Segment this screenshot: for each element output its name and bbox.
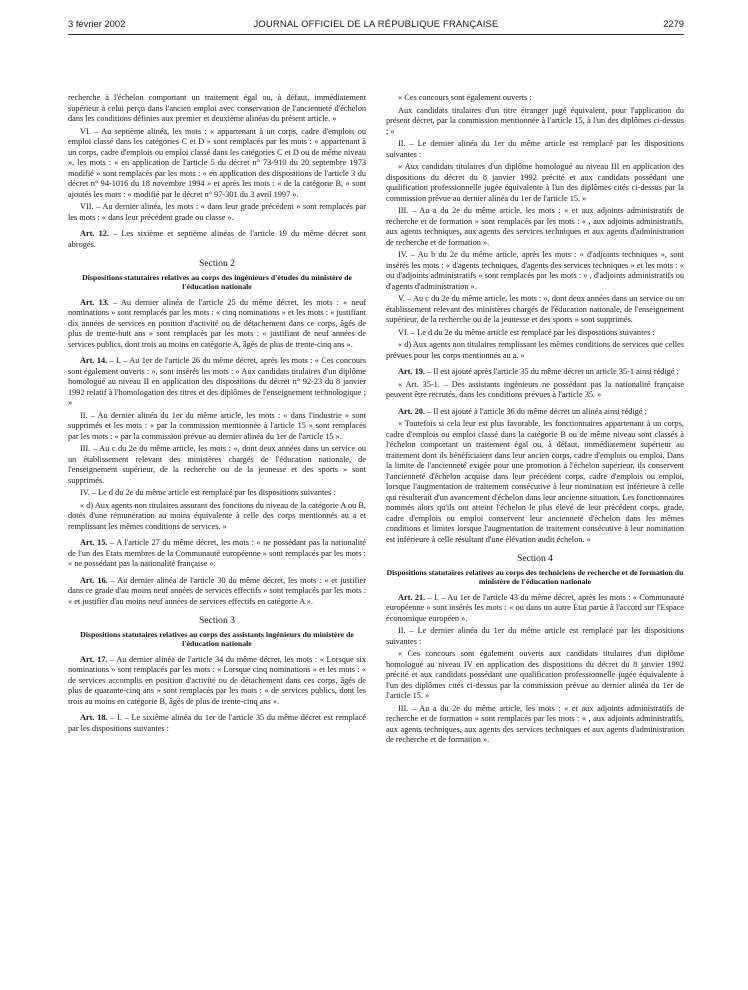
paragraph-text: « Art. 35-1. – Des assistants ingénieurs ne possédant pas la nationalité française peuvent être recrutés, dans les conditions prévues à l'article 35. » <box>386 379 684 399</box>
paragraph-text: III. – Au a du 2e du même article, les mots : « et aux adjoints administratifs de recherche et de formation » sont remplacés par les mots : « , aux adjoints administratifs, aux agents techniques, aux agents des services techniques et aux agents d'administration de recherche et de formation ». <box>386 206 684 247</box>
paragraph-text: IV. – Le d du 2e du même article est remplacé par les dispositions suivantes : <box>80 488 336 498</box>
paragraph-text: II. – Le dernier alinéa du 1er du même article est remplacé par les dispositions suivantes : <box>386 139 684 159</box>
paragraph-text: – Au dernier alinéa de l'article 30 du même décret, les mots : « et justifier dans ce grade d'au moins neuf années de services effectifs » sont remplacés par les mots : « et justifier d'au moins neuf années de services effectifs en catégorie A ». <box>68 575 366 606</box>
paragraph-text: – A l'article 27 du même décret, les mots : « ne possédant pas la nationalité de l'un des Etats membres de la Communauté européenne » sont remplacés par les mots : « ne possédant pas la nationalité française ». <box>68 538 366 569</box>
paragraph-text: – I. – Au 1er de l'article 26 du même décret, après les mots : « Ces concours sont également ouverts : », sont insérés les mots : « Aux candidats titulaires d'un diplôme homologué au niveau II en application des dispositions du décret n° 92-23 du 8 janvier 1992 relatif à l'homologation des titres et des diplômes de l'enseignement technologique ; » <box>68 356 367 408</box>
section-heading: Section 4 <box>517 553 553 564</box>
left-column <box>68 93 366 748</box>
paragraph <box>386 93 684 104</box>
paragraph <box>68 202 366 223</box>
paragraph <box>68 93 366 125</box>
paragraph <box>386 106 684 138</box>
paragraph-text: « Aux candidats titulaires d'un diplôme homologué au niveau III en application des dispositions du décret du 8 janvier 1992 précité et aux candidats possédant une qualification professionnelle jugée équivalente à l'un des diplômes cités ci-dessus par la commission prévue au dernier alinéa du 1er de l'article 15. » <box>386 162 684 203</box>
paragraph-text: – Au dernier alinéa de l'article 25 du même décret, les mots : « neuf nominations » sont remplacés par les mots : « cinq nominations » et les mots : « justifiant dix années de services en position d'activité ou de détachement dans ce corps, âgés de plus de trente-huit ans » sont remplacés par les mots : « justifiant de neuf années de services publics, dont trois au moins en catégorie A, âgés de plus de trente-cinq ans ». <box>68 297 366 349</box>
article-label: Art. 15. <box>80 538 108 548</box>
paragraph <box>68 501 366 533</box>
paragraph-text: « Ces concours sont également ouverts aux candidats titulaires d'un diplôme homologué au niveau IV en application des dispositions du décret du 8 janvier 1992 précité et aux candidats possédant une qualification professionnelle jugée équivalente à l'un des diplômes cités ci-dessus par la commission prévue au dernier alinéa du 1er de l'article 15. » <box>386 649 684 701</box>
paragraph <box>386 649 684 702</box>
page-header <box>68 16 684 32</box>
paragraph <box>386 626 684 647</box>
article-label: Art. 14. <box>80 356 108 366</box>
paragraph-text: – Il est ajouté à l'article 36 du même décret un alinéa ainsi rédigé : <box>424 406 647 416</box>
section-heading: Section 3 <box>199 615 235 627</box>
header-rule <box>68 34 684 35</box>
paragraph-text: recherche à l'échelon comportant un traitement égal ou, à défaut, immédiatement supérieur à celui perçu dans l'ancien emploi avec conservation de l'ancienneté d'échelon dans les conditions définies aux premier et deuxième alinéas du présent article. » <box>68 93 366 123</box>
paragraph-text: V. – Au c du 2e du même article, les mots : «, dont deux années dans un service ou un établissement relevant des ministères chargés de l'éducation nationale, de l'enseignement supérieur, de la recherche ou de la jeunesse et des sports » sont supprimés. <box>386 294 684 324</box>
article-paragraph <box>68 356 366 409</box>
article-label: Art. 16. <box>80 575 108 585</box>
article-paragraph <box>68 655 366 708</box>
paragraph-text: Aux candidats titulaires d'un titre étranger jugé équivalent, pour l'application du présent décret, par la commission mentionnée à l'article 15, à l'un des diplômes ci-dessus ; » <box>386 105 684 136</box>
paragraph <box>386 380 684 401</box>
paragraph-text: II. – Au dernier alinéa du 1er du même article, les mots : « dans l'industrie » sont supprimés et les mots : « par la commission mentionnée à l'article 15 » sont remplacés par les mots : « par la commission prévue au dernier alinéa du 1er de l'article 15 ». <box>68 410 366 441</box>
paragraph-text: « Ces concours sont également ouverts : <box>398 93 532 102</box>
article-paragraph <box>68 229 366 250</box>
article-label: Art. 18. <box>80 713 108 723</box>
paragraph-text: « d) Aux agents non titulaires assurant des fonctions du niveau de la catégorie A ou B, dotés d'une rémunération au moins équivalente à celle des corps mentionnés au a et remplissant les mêmes conditions de services. » <box>68 500 366 531</box>
paragraph-text: – I. – Au 1er de l'article 43 du même décret, après les mots : « Communauté européenne » sont insérés les mots : « ou dans un autre Etat partie à l'accord sur l'Espace économique européen ». <box>386 592 684 623</box>
section-heading: Section 2 <box>199 258 235 269</box>
header-date: 3 février 2002 <box>68 18 126 29</box>
paragraph-text: – Au dernier alinéa de l'article 34 du même décret, les mots : « Lorsque six nominations » sont remplacés par les mots : « Lorsque cinq nominations » et les mots : « de services accomplis en position d'activité ou de détachement dans ces corps, âgés de plus de quarante-cinq ans » sont remplacés par les mots : « de services publics, dont les trois au moins en catégorie B, âgés de plus de trente-cinq ans ». <box>68 654 366 706</box>
right-column <box>386 93 684 748</box>
paragraph <box>386 294 684 326</box>
article-paragraph <box>68 538 366 570</box>
paragraph <box>68 411 366 443</box>
paragraph-text: – Il est ajouté après l'article 35 du même décret un article 35-1 ainsi rédigé : <box>424 367 679 376</box>
article-paragraph <box>68 298 366 351</box>
paragraph-text: VII. – Au dernier alinéa, les mots : « dans leur grade précédent » sont remplacés par les mots : « dans leur précédent grade ou classe ». <box>68 202 366 222</box>
paragraph <box>68 127 366 201</box>
text-columns <box>68 93 684 748</box>
paragraph <box>386 206 684 248</box>
article-label: Art. 17. <box>80 654 108 664</box>
journal-title: JOURNAL OFFICIEL DE LA RÉPUBLIQUE FRANÇAISE <box>253 18 499 29</box>
paragraph-text: VI. – Le d du 2e du même article est remplacé par les dispositions suivantes : <box>398 327 655 337</box>
article-label: Art. 21. <box>398 592 426 602</box>
article-paragraph <box>68 713 366 734</box>
paragraph-text: III. – Au a du 2e du même article, les mots : « et aux adjoints administratifs de recherche et de formation » sont remplacés par les mots : « , aux adjoints administratifs, aux agents techniques, aux agents des services techniques et aux agents d'administration de recherche et de formation ». <box>386 703 684 745</box>
paragraph <box>386 162 684 204</box>
paragraph-text: III. – Au c du 2e du même article, les mots : «, dont deux années dans un service ou un établissement relevant des ministères chargés de l'éducation nationale, de l'enseignement supérieur, de la recherche ou de la jeunesse et des sports » sont supprimés. <box>68 444 366 485</box>
paragraph <box>68 488 366 499</box>
article-label: Art. 13. <box>80 297 109 307</box>
paragraph-text: II. – Le dernier alinéa du 1er du même article est remplacé par les dispositions suivantes : <box>386 626 684 646</box>
paragraph <box>386 328 684 339</box>
paragraph <box>386 704 684 746</box>
article-paragraph <box>386 367 684 378</box>
article-label: Art. 20. <box>398 406 425 416</box>
article-paragraph <box>386 407 684 418</box>
article-paragraph <box>386 593 684 625</box>
paragraph-text: – I. – Le sixième alinéa du 1er de l'article 35 du même décret est remplacé par les dispositions suivantes : <box>68 713 366 733</box>
paragraph <box>386 250 684 292</box>
section-subheading: Dispositions statutaires relatives au corps des ingénieurs d'études du ministère de l'éducation nationale <box>82 272 352 292</box>
paragraph-text: – Les sixième et septième alinéas de l'article 19 du même décret sont abrogés. <box>68 229 366 249</box>
paragraph <box>386 419 684 545</box>
section-subheading: Dispositions statutaires relatives au corps des assistants ingénieurs du ministère de l'éducation nationale <box>80 629 354 649</box>
article-label: Art. 19. <box>398 367 425 376</box>
page-number: 2279 <box>663 18 684 29</box>
paragraph <box>386 139 684 160</box>
paragraph-text: « d) Aux agents non titulaires remplissant les mêmes conditions de services que celles prévues pour les corps mentionnés au a. » <box>386 340 684 360</box>
paragraph <box>68 444 366 486</box>
paragraph <box>386 340 684 361</box>
article-label: Art. 12. <box>80 229 109 238</box>
paragraph-text: « Toutefois si cela leur est plus favorable, les fonctionnaires appartenant à un corps, cadre d'emplois ou emploi classé dans la catégorie B ou de même niveau sont classés à l'échelon comportant un traitement égal ou, à défaut, immédiatement supérieur au traitement dont ils bénéficiaient dans leur ancien corps, cadre d'emplois ou emploi. Dans la limite de l'ancienneté exigée pour une promotion à l'échelon supérieur, ils conservent l'ancienneté d'échelon acquise dans leur précédent corps, cadre d'emplois ou emploi, lorsque l'augmentation de traitement consécutive à leur nomination est inférieure à celle qui résulterait d'un avancement d'échelon dans leur ancienne situation. Les fonctionnaires nommés alors qu'ils ont atteint l'échelon le plus élevé de leur précédent corps, grade, cadre d'emplois ou emploi conservent leur ancienneté d'échelon dans les mêmes conditions et limites lorsque l'augmentation de traitement consécutive à leur nomination est inférieure à celle résultant d'une élévation audit échelon. » <box>386 419 684 544</box>
paragraph-text: VI. – Au septième alinéa, les mots : « appartenant à un corps, cadre d'emplois ou emploi classé dans les catégories C et D » sont remplacés par les mots : « appartenant à un corps, cadre d'emplois ou emploi classé dans les catégories C et D ou de même niveau », les mots : « en application de l'article 5 du décret n° 73-910 du 20 septembre 1973 modifié » sont remplacés par les mots : « en application des dispositions de l'article 3 du décret n° 94-1016 du 18 novembre 1994 » et après les mots : « de la catégorie B, » sont ajoutés les mots : « modifié par le décret n° 97-301 du 3 avril 1997 ». <box>68 126 366 199</box>
article-paragraph <box>68 576 366 608</box>
section-subheading: Dispositions statutaires relatives au corps des techniciens de recherche et de formation du ministère de l'éducation nationale <box>386 567 684 587</box>
paragraph-text: IV. – Au b du 2e du même article, après les mots : « d'adjoints techniques », sont insérés les mots : « d'agents techniques, d'agents des services techniques » et les mots : « ou d'adjoints administratifs » sont remplacés par les mots : « , d'adjoints administratifs ou d'agents d'administration ». <box>386 250 684 291</box>
